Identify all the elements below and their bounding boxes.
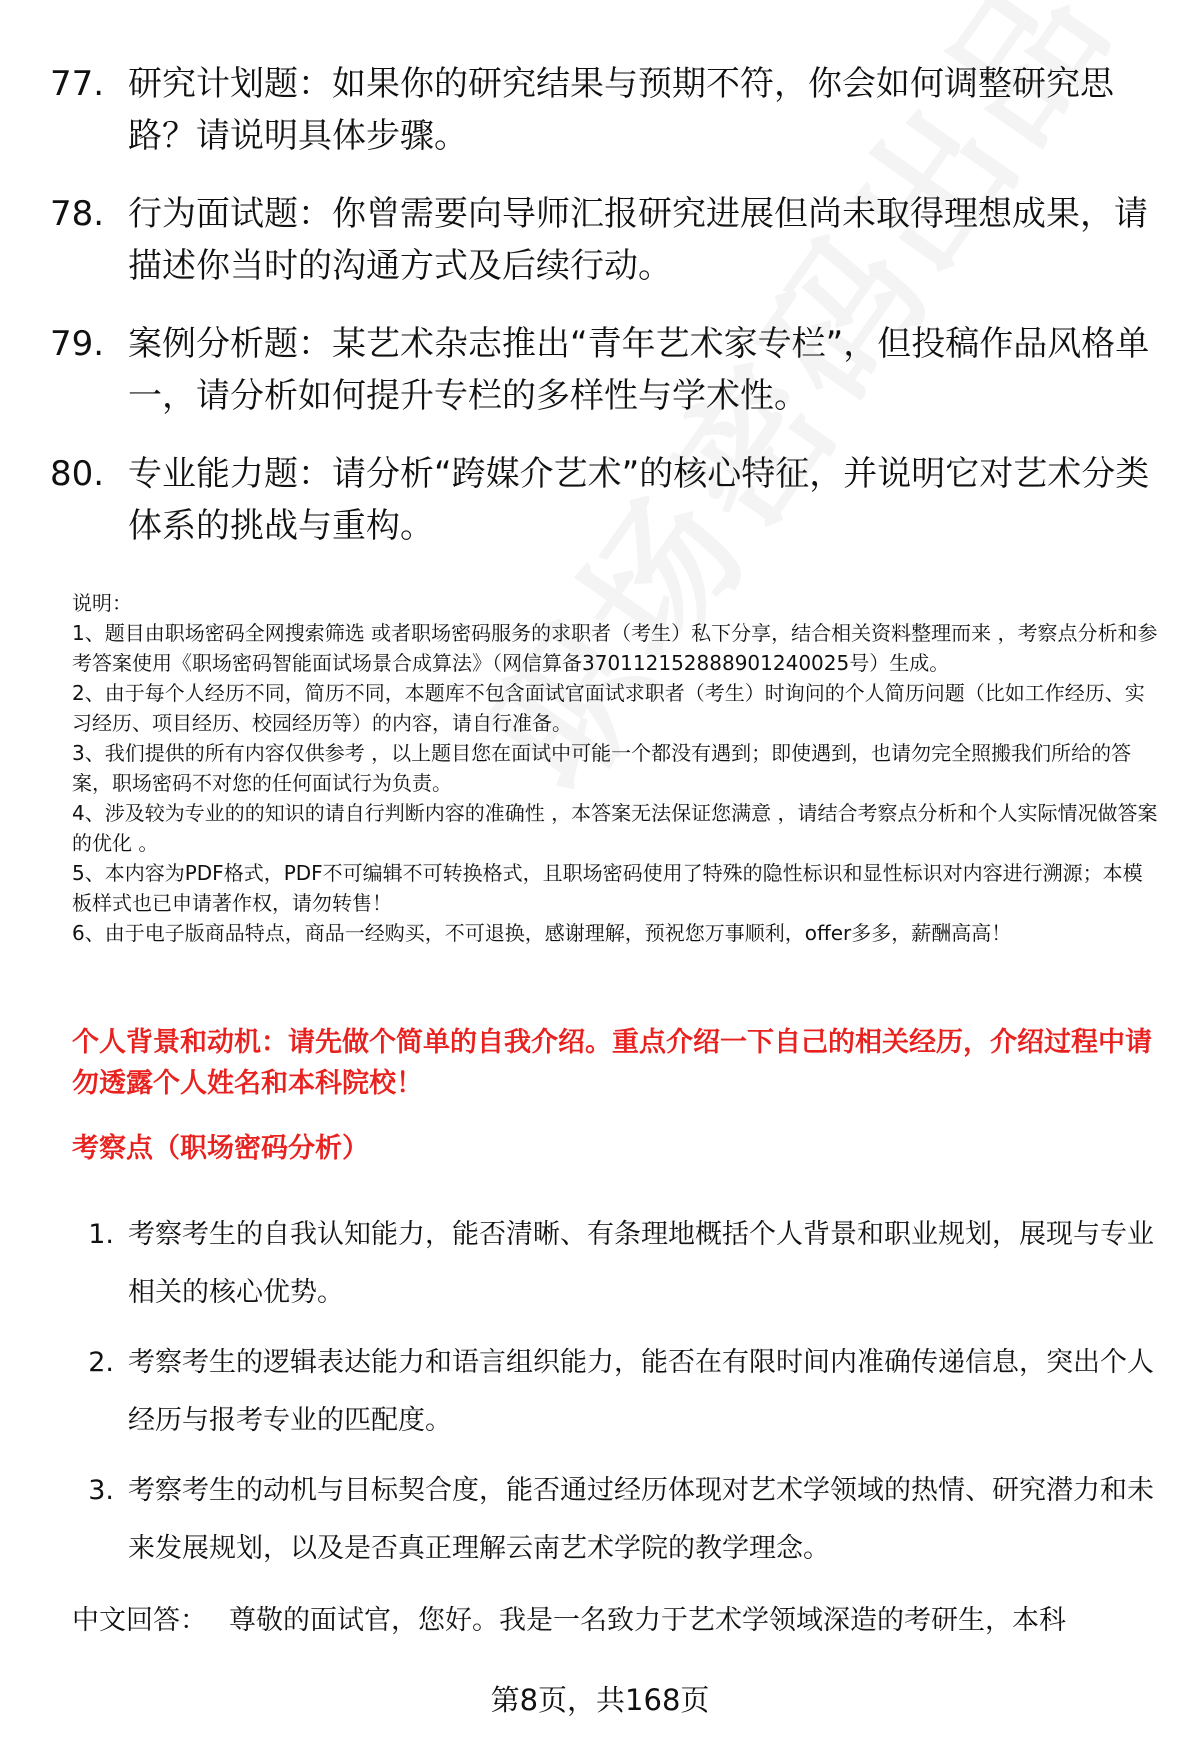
note-item: 3、我们提供的所有内容仅供参考 ，以上题目您在面试中可能一个都没有遇到；即使遇到，也请勿完全照搬我们所给的答案，职场密码不对您的任何面试行为负责。 xyxy=(72,741,1132,795)
point-text: 考察考生的自我认知能力，能否清晰、有条理地概括个人背景和职业规划，展现与专业相关的核心优势。 xyxy=(128,1219,1154,1308)
question-item xyxy=(50,448,1150,552)
point-number: 1. xyxy=(88,1219,114,1250)
analysis-point xyxy=(72,1206,1162,1322)
analysis-point xyxy=(72,1334,1162,1450)
note-item: 4、涉及较为专业的的知识的请自行判断内容的准确性 ，本答案无法保证您满意 ，请结合考察点分析和个人实际情况做答案的优化 。 xyxy=(72,801,1158,855)
question-number: 78. xyxy=(50,194,105,234)
notes-section xyxy=(72,588,1162,948)
answer-label: 中文回答： xyxy=(72,1605,207,1636)
notes-title: 说明： xyxy=(72,591,132,615)
point-text: 考察考生的逻辑表达能力和语言组织能力，能否在有限时间内准确传递信息，突出个人经历与报考专业的匹配度。 xyxy=(128,1347,1154,1436)
point-number: 2. xyxy=(88,1347,114,1378)
note-item: 1、题目由职场密码全网搜索筛选 或者职场密码服务的求职者（考生）私下分享，结合相关资料整理而来 ，考察点分析和参考答案使用《职场密码智能面试场景合成算法》（网信算备370112152888901240025号）生成。 xyxy=(72,621,1158,675)
point-text: 考察考生的动机与目标契合度，能否通过经历体现对艺术学领域的热情、研究潜力和未来发展规划，以及是否真正理解云南艺术学院的教学理念。 xyxy=(128,1475,1154,1564)
question-item xyxy=(50,58,1150,162)
question-text: 案例分析题：某艺术杂志推出“青年艺术家专栏”，但投稿作品风格单一，请分析如何提升专栏的多样性与学术性。 xyxy=(128,324,1150,416)
note-item: 6、由于电子版商品特点，商品一经购买，不可退换，感谢理解，预祝您万事顺利，offer多多，薪酬高高！ xyxy=(72,921,1012,945)
question-number: 80. xyxy=(50,454,105,494)
note-item: 5、本内容为PDF格式，PDF不可编辑不可转换格式，且职场密码使用了特殊的隐性标识和显性标识对内容进行溯源；本模板样式也已申请著作权，请勿转售！ xyxy=(72,861,1143,915)
question-list xyxy=(50,58,1150,578)
question-item xyxy=(50,318,1150,422)
analysis-heading: 考察点（职场密码分析） xyxy=(72,1133,369,1164)
analysis-point xyxy=(72,1462,1162,1578)
question-text: 行为面试题：你曾需要向导师汇报研究进展但尚未取得理想成果，请描述你当时的沟通方式及后续行动。 xyxy=(128,194,1148,286)
question-heading: 个人背景和动机：请先做个简单的自我介绍。重点介绍一下自己的相关经历，介绍过程中请勿透露个人姓名和本科院校！ xyxy=(72,1027,1152,1099)
page-footer: 第8页，共168页 xyxy=(490,1683,710,1717)
question-item xyxy=(50,188,1150,292)
note-item: 2、由于每个人经历不同，简历不同，本题库不包含面试官面试求职者（考生）时询问的个人简历问题（比如工作经历、实习经历、项目经历、校园经历等）的内容，请自行准备。 xyxy=(72,681,1145,735)
point-number: 3. xyxy=(88,1475,114,1506)
analysis-points xyxy=(72,1206,1162,1590)
answer-text: 尊敬的面试官，您好。我是一名致力于艺术学领域深造的考研生，本科 xyxy=(229,1605,1066,1636)
question-text: 研究计划题：如果你的研究结果与预期不符，你会如何调整研究思路？请说明具体步骤。 xyxy=(128,64,1114,156)
question-text: 专业能力题：请分析“跨媒介艺术”的核心特征，并说明它对艺术分类体系的挑战与重构。 xyxy=(128,454,1150,546)
question-number: 77. xyxy=(50,64,105,104)
answer-section xyxy=(72,1598,1162,1644)
question-number: 79. xyxy=(50,324,105,364)
